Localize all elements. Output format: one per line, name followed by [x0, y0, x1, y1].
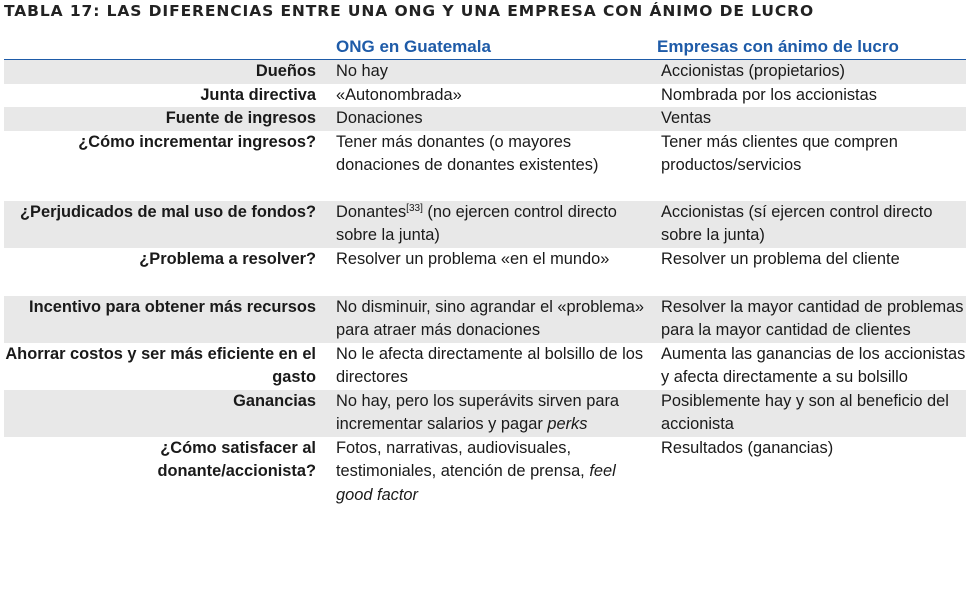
row-label: ¿Problema a resolver? — [139, 249, 316, 268]
table-row — [4, 390, 966, 437]
empresa-cell: Tener más clientes que compren productos/servicios — [661, 132, 898, 174]
ong-cell — [323, 201, 649, 248]
row-label: Ganancias — [4, 390, 323, 437]
table-row — [4, 107, 966, 131]
empresa-cell: Resultados (ganancias) — [661, 438, 834, 457]
empresa-cell: Accionistas (sí ejercen control directo sobre la junta) — [649, 201, 966, 248]
ong-italic-term: perks — [547, 415, 588, 433]
table-row — [4, 343, 966, 390]
ong-text: Donantes — [336, 202, 407, 221]
ong-text: (no ejercen control directo sobre la junta) — [336, 202, 617, 244]
comparison-table — [4, 60, 966, 507]
ong-cell: Donaciones — [323, 107, 649, 131]
empresa-cell: Posiblemente hay y son al beneficio del accionista — [649, 390, 966, 437]
row-label: Incentivo para obtener más recursos — [4, 296, 323, 343]
column-header-empresa: Empresas con ánimo de lucro — [657, 37, 899, 56]
ong-cell: No disminuir, sino agrandar el «problema» para atraer más donaciones — [323, 296, 649, 343]
empresa-cell: Nombrada por los accionistas — [661, 85, 877, 104]
empresa-cell: Resolver la mayor cantidad de problemas para la mayor cantidad de clientes — [649, 296, 966, 343]
table-row — [4, 296, 966, 343]
row-label: ¿Cómo incrementar ingresos? — [78, 132, 316, 151]
column-header-ong: ONG en Guatemala — [336, 37, 491, 56]
table-row — [4, 131, 966, 201]
ong-text: Fotos, narrativas, audiovisuales, testimoniales, atención de prensa, — [336, 438, 585, 480]
ong-cell: Tener más donantes (o mayores donaciones de donantes existentes) — [336, 132, 599, 174]
footnote-reference[interactable]: [33] — [406, 202, 423, 214]
table-row — [4, 201, 966, 248]
table-row — [4, 84, 966, 108]
ong-cell — [323, 390, 649, 437]
ong-cell — [323, 437, 649, 508]
ong-cell: «Autonombrada» — [336, 85, 462, 104]
table-row — [4, 437, 966, 508]
row-label: ¿Cómo satisfacer al donante/accionista? — [157, 438, 316, 480]
empresa-cell: Accionistas (propietarios) — [649, 60, 966, 84]
row-label: Fuente de ingresos — [4, 107, 323, 131]
ong-italic-term: feel good factor — [336, 462, 616, 504]
empresa-cell: Resolver un problema del cliente — [661, 249, 900, 268]
ong-cell: No hay — [323, 60, 649, 84]
table-title: TABLA 17: LAS DIFERENCIAS ENTRE UNA ONG Y UNA EMPRESA CON ÁNIMO DE LUCRO — [4, 2, 815, 20]
table-row — [4, 60, 966, 84]
ong-cell: Resolver un problema «en el mundo» — [336, 249, 610, 268]
row-label: Dueños — [4, 60, 323, 84]
ong-cell: No le afecta directamente al bolsillo de los directores — [336, 344, 644, 386]
row-label: ¿Perjudicados de mal uso de fondos? — [4, 201, 323, 248]
empresa-cell: Ventas — [649, 107, 966, 131]
row-label: Junta directiva — [200, 85, 316, 104]
empresa-cell: Aumenta las ganancias de los accionistas y afecta directamente a su bolsillo — [661, 344, 966, 386]
ong-text: No hay, pero los superávits sirven para incrementar salarios y pagar — [336, 391, 620, 433]
table-row — [4, 248, 966, 296]
row-label: Ahorrar costos y ser más eficiente en el gasto — [5, 344, 316, 386]
